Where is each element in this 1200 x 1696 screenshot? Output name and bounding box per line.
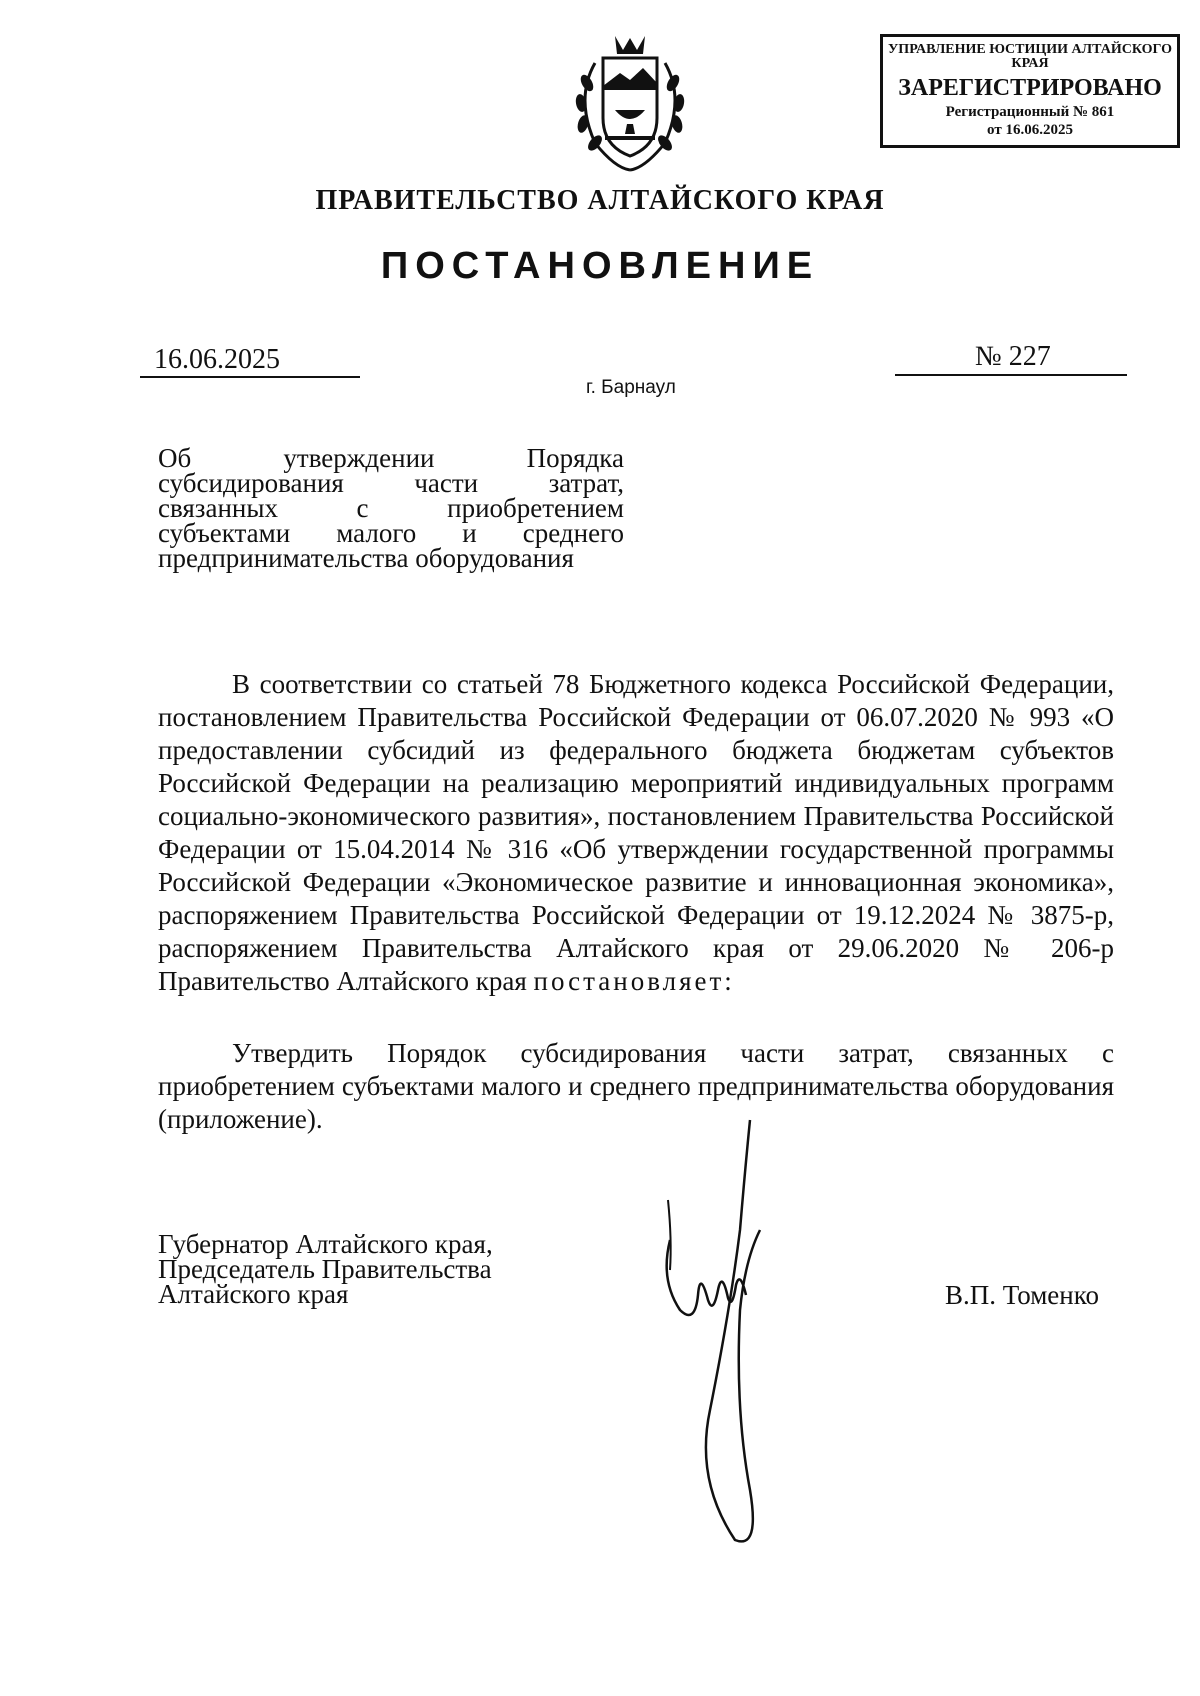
- operative-paragraph: Утвердить Порядок субсидирования части затрат, связанных с приобретением субъектами малого и среднего предпринимательства оборудования (приложение).: [158, 1038, 1114, 1134]
- decree-date: 16.06.2025: [140, 344, 360, 378]
- subject-line: предпринимательства оборудования: [158, 543, 574, 573]
- document-type-title: ПОСТАНОВЛЕНИЕ: [380, 245, 820, 287]
- position-line: Алтайского края: [158, 1279, 349, 1309]
- stamp-authority: УПРАВЛЕНИЕ ЮСТИЦИИ АЛТАЙСКОГО КРАЯ: [888, 42, 1172, 71]
- registration-stamp: [880, 34, 1180, 148]
- decree-subject: [158, 443, 624, 573]
- stamp-reg-number: Регистрационный № 861: [945, 104, 1115, 120]
- stamp-status: ЗАРЕГИСТРИРОВАНО: [898, 75, 1162, 101]
- handwritten-signature: [650, 1110, 800, 1550]
- coat-of-arms-icon: [565, 28, 695, 178]
- preamble-text: В соответствии со статьей 78 Бюджетного кодекса Российской Федерации, постановлением Правительства Российской Федерации от 06.07.2020 № 993 «О предоставлении субсидий из федерального бюджета бюджетам субъектов Российской Федерации на реализацию мероприятий индивидуальных программ социально-экономического развития», постановлением Правительства Российской Федерации от 15.04.2014 № 316 «Об утверждении государственной программы Российской Федерации «Экономическое развитие и инновационная экономика», распоряжением Правительства Российской Федерации от 19.12.2024 № 3875-р, распоряжением Правительства Алтайского края от 29.06.2020 № 206-р Правительство Алтайского края: [158, 669, 1114, 996]
- signatory-position: [158, 1229, 493, 1309]
- subject-line: Об утверждении Порядка: [158, 443, 624, 473]
- resolves-word: постановляет:: [533, 966, 735, 996]
- preamble-paragraph: [158, 668, 1114, 998]
- position-line: Председатель Правительства: [158, 1254, 492, 1284]
- subject-line: субсидирования части затрат,: [158, 468, 624, 498]
- signatory-name: В.П. Томенко: [945, 1280, 1099, 1310]
- subject-line: субъектами малого и среднего: [158, 518, 624, 548]
- decree-number: № 227: [895, 340, 1127, 376]
- decree-city: г. Барнаул: [586, 377, 676, 398]
- stamp-reg-date: от 16.06.2025: [987, 122, 1073, 138]
- position-line: Губернатор Алтайского края,: [158, 1229, 493, 1259]
- subject-line: связанных с приобретением: [158, 493, 624, 523]
- government-title: ПРАВИТЕЛЬСТВО АЛТАЙСКОГО КРАЯ: [315, 185, 885, 216]
